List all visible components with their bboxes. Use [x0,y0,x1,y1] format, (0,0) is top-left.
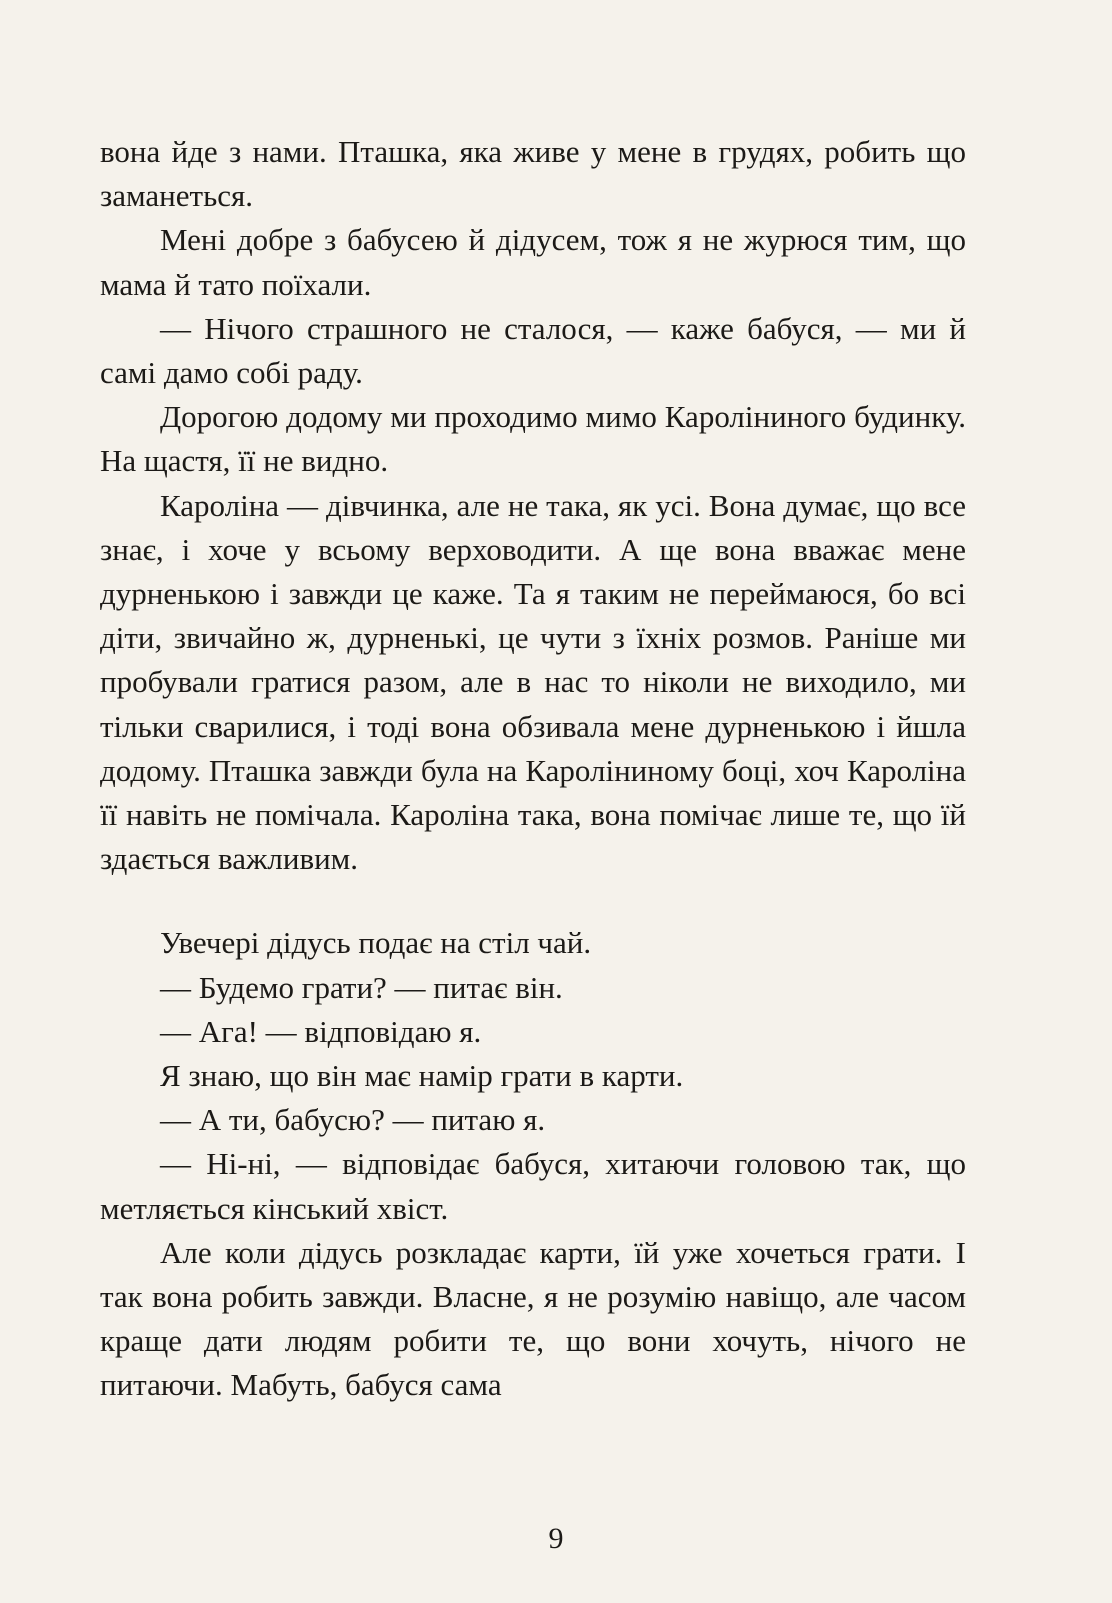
paragraph-9: Я знаю, що він має намір грати в карти. [160,1058,684,1094]
paragraph-11: — Ні-ні, — відповідає бабуся, хитаючи головою так, що метляється кінський хвіст. [100,1146,966,1226]
body-text [100,130,966,1408]
paragraph-5: Кароліна — дівчинка, але не така, як усі. Вона думає, що все знає, і хоче у всьому верховодити. А ще вона вважає мене дурненькою і завжди це каже. Та я таким не переймаюся, бо всі діти, звичайно ж, дурненькі, це чути з їхніх розмов. Раніше ми пробували гратися разом, але в нас то ніколи не виходило, ми тільки сварилися, і тоді вона обзивала мене дурненькою і йшла додому. Пташка завжди була на Кароліниному боці, хоч Кароліна її навіть не помічала. Кароліна така, вона помічає лише те, що їй здається важливим. [100,487,966,877]
paragraph-12: Але коли дідусь розкладає карти, їй уже хочеться грати. І так вона робить завжди. Власне, я не розумію навіщо, але часом краще дати людям робити те, що вони хочуть, нічого не питаючи. Мабуть, бабуся сама [100,1234,966,1403]
paragraph-10: — А ти, бабусю? — питаю я. [160,1102,546,1138]
page-number: 9 [548,1522,564,1555]
paragraph-6: Увечері дідусь подає на стіл чай. [160,925,592,961]
paragraph-8: — Ага! — відповідаю я. [160,1013,482,1049]
paragraph-7: — Будемо грати? — питає він. [160,969,563,1005]
paragraph-4: Дорогою додому ми проходимо мимо Кароліниного будинку. На щастя, її не видно. [100,399,966,479]
paragraph-3: — Нічого страшного не сталося, — каже бабуся, — ми й самі дамо собі раду. [100,310,966,391]
paragraph-1: вона йде з нами. Пташка, яка живе у мене в грудях, робить що заманеться. [100,134,966,214]
paragraph-2: Мені добре з бабусею й дідусем, тож я не журюся тим, що мама й тато поїхали. [100,222,966,302]
